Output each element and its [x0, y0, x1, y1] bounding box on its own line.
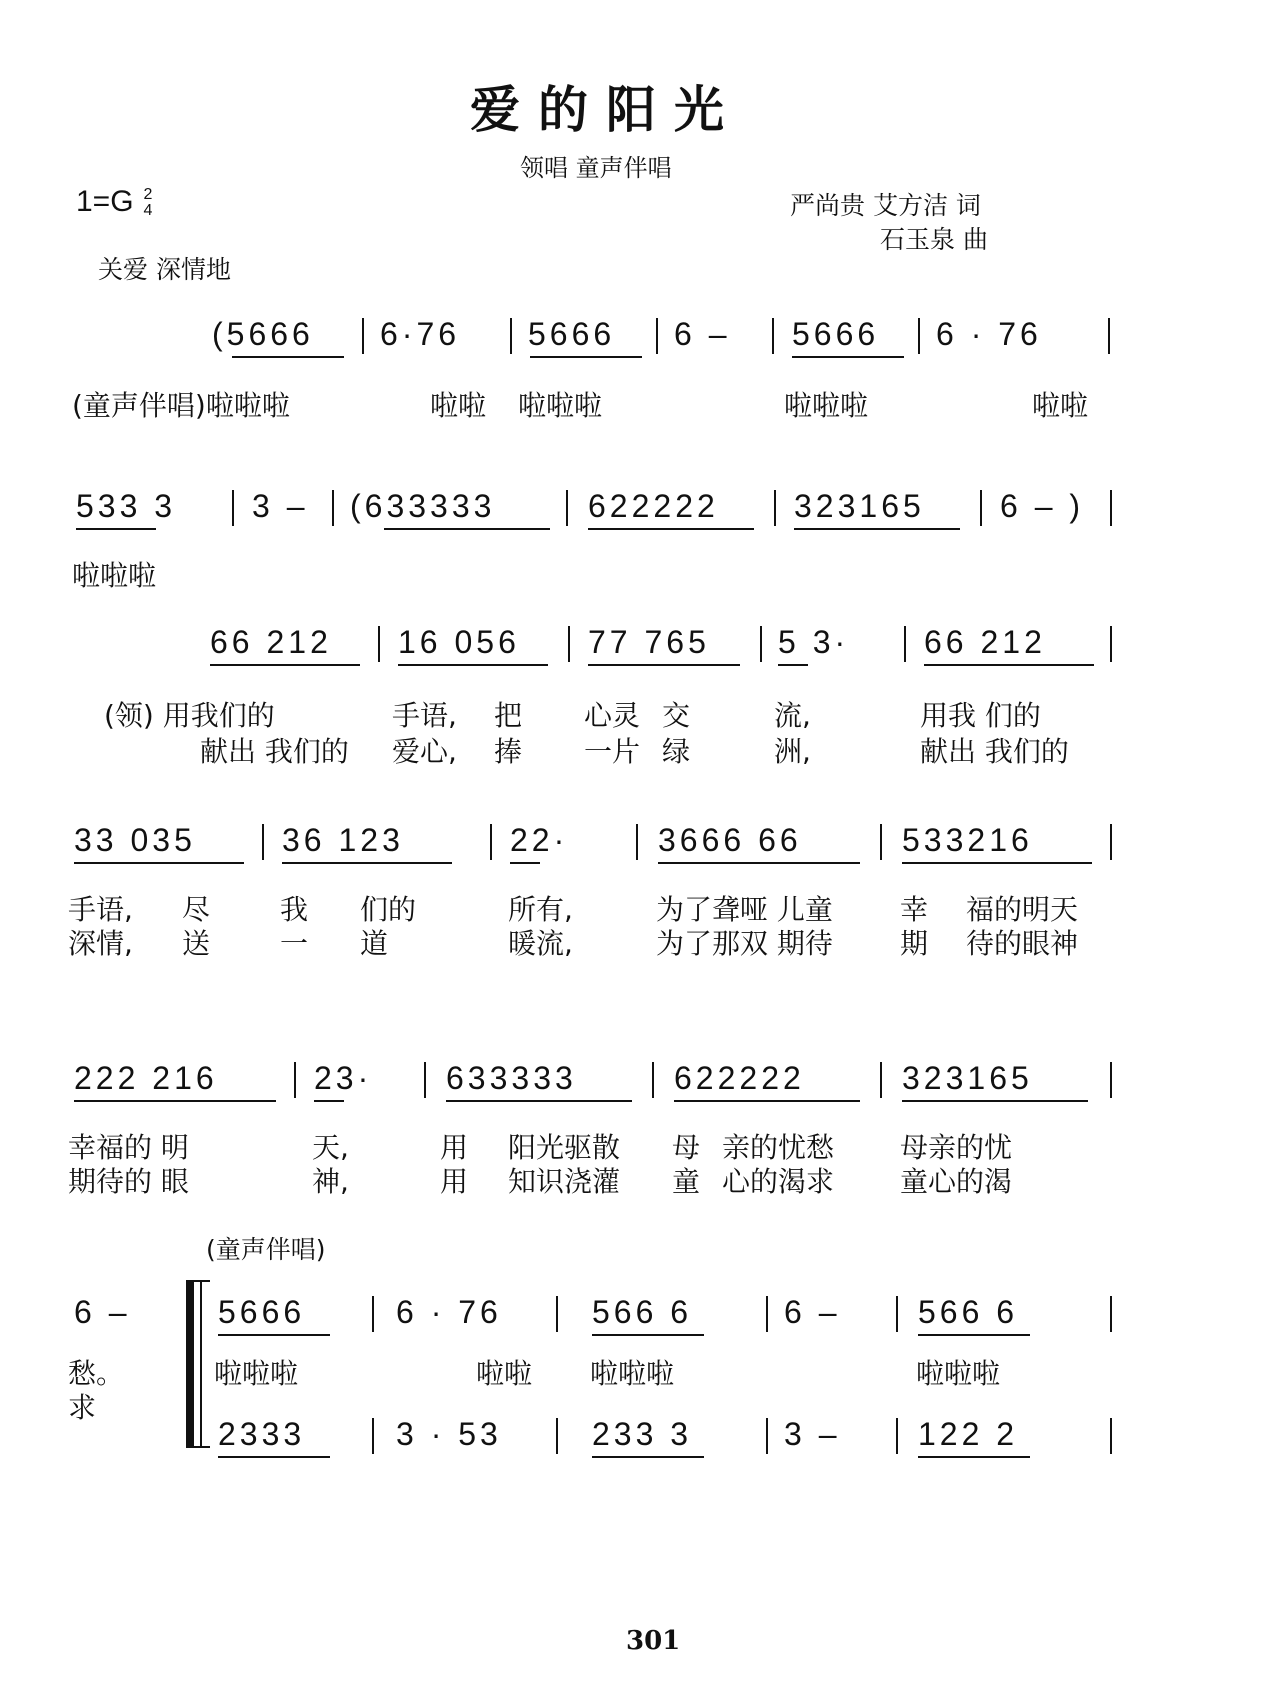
note-group: 3 – [784, 1416, 841, 1452]
lyric: 童心的渴 [900, 1165, 1013, 1198]
lyric: 献出 我们的 [200, 735, 349, 768]
subtitle: 领唱 童声伴唱 [520, 154, 672, 182]
barline [896, 1418, 898, 1454]
barline [880, 824, 882, 860]
barline [772, 318, 774, 354]
lyric: 心灵 [584, 699, 641, 732]
barline [372, 1296, 374, 1332]
lyric: 深情, [68, 927, 133, 960]
barline [1110, 626, 1112, 662]
barline [880, 1062, 882, 1098]
note-group: 6 – [74, 1294, 131, 1330]
lyric: 送 [182, 927, 211, 960]
note-group: 5666 [792, 316, 880, 352]
beam [398, 664, 548, 666]
note-group: 222 216 [74, 1060, 218, 1096]
note-group: 566 6 [592, 1294, 693, 1330]
beam [314, 1100, 344, 1102]
note-group: 23· [314, 1060, 373, 1096]
system-bracket [186, 1282, 194, 1448]
composer: 石玉泉 曲 [880, 225, 988, 254]
note-group: 5 3· [778, 624, 850, 660]
lyric: (童声伴唱)啦啦啦 [72, 389, 290, 422]
note-group: 22· [510, 822, 569, 858]
beam [902, 1100, 1088, 1102]
barline [1110, 490, 1112, 526]
lyric: 啦啦啦 [590, 1357, 675, 1390]
lyric: 道 [360, 927, 389, 960]
lyric: 母亲的忧 [900, 1131, 1013, 1164]
lyric: 待的眼神 [966, 927, 1079, 960]
note-group: 622222 [588, 488, 719, 524]
lyric: 啦啦啦 [916, 1357, 1001, 1390]
lyric: 暖流, [508, 927, 573, 960]
note-group: 323165 [902, 1060, 1033, 1096]
note-group: 5666 [528, 316, 616, 352]
lyric: 啦啦啦 [518, 389, 603, 422]
barline [332, 490, 334, 526]
lyric: 为了那双 期待 [656, 927, 833, 960]
lyric: 神, [312, 1165, 349, 1198]
key-signature [76, 185, 152, 219]
lyric: 幸福的 明 [68, 1131, 189, 1164]
note-group: 66 212 [210, 624, 332, 660]
barline [490, 824, 492, 860]
note-group: (5666 [212, 316, 314, 352]
lyric: 我 [280, 893, 309, 926]
beam [592, 1334, 704, 1336]
lyric: 尽 [182, 893, 211, 926]
lyric: 献出 我们的 [920, 735, 1069, 768]
lyric: 用我 们的 [920, 699, 1041, 732]
beam [778, 664, 808, 666]
note-group: 533 3 [76, 488, 177, 524]
note-group: 6 – [674, 316, 731, 352]
note-group: 2333 [218, 1416, 306, 1452]
barline [918, 318, 920, 354]
lyric: 期 [900, 927, 929, 960]
barline [656, 318, 658, 354]
barline [766, 1296, 768, 1332]
system-line [200, 1282, 202, 1448]
key-label: 1=G [76, 185, 134, 218]
lyric: 知识浇灌 [508, 1165, 621, 1198]
lyric: 愁。 [68, 1357, 125, 1390]
page-title: 爱的阳光 [470, 80, 742, 139]
beam [218, 1456, 330, 1458]
lyric: 啦啦啦 [214, 1357, 299, 1390]
barline [1110, 1418, 1112, 1454]
beam [210, 664, 360, 666]
note-group: 233 3 [592, 1416, 693, 1452]
barline [424, 1062, 426, 1098]
beam [446, 1100, 632, 1102]
beam [658, 862, 860, 864]
bracket-top [186, 1280, 210, 1282]
barline [556, 1418, 558, 1454]
note-group: 6 · 76 [936, 316, 1042, 352]
lyric: 啦啦 [476, 1357, 533, 1390]
note-group: 3 · 53 [396, 1416, 502, 1452]
barline [378, 626, 380, 662]
lyric: 亲的忧愁 [722, 1131, 835, 1164]
barline [1110, 1062, 1112, 1098]
lyric: 啦啦啦 [784, 389, 869, 422]
barline [362, 318, 364, 354]
beam [530, 356, 642, 358]
barline [262, 824, 264, 860]
note-group: 3666 66 [658, 822, 802, 858]
time-bottom: 4 [143, 202, 153, 220]
lyric: 啦啦 [430, 389, 487, 422]
beam [232, 356, 344, 358]
note-group: 122 2 [918, 1416, 1019, 1452]
barline [636, 824, 638, 860]
lyric: 天, [312, 1131, 349, 1164]
lyric: 童 [672, 1165, 701, 1198]
lyric: 用 [440, 1131, 469, 1164]
beam [902, 862, 1092, 864]
lyric: 啦啦啦 [72, 559, 157, 592]
beam [588, 664, 740, 666]
beam [588, 528, 754, 530]
note-group: 6 – ) [1000, 488, 1085, 524]
lyric: 流, [774, 699, 811, 732]
lyric: 绿 [662, 735, 691, 768]
lyric: 为了聋哑 儿童 [656, 893, 833, 926]
barline [556, 1296, 558, 1332]
lyric: 手语, [392, 699, 457, 732]
lyric: 一 [280, 927, 309, 960]
expression-mark: 关爱 深情地 [98, 255, 231, 284]
barline [1108, 318, 1110, 354]
lyric: 母 [672, 1131, 701, 1164]
note-group: 323165 [794, 488, 925, 524]
part-label: (童声伴唱) [206, 1235, 326, 1264]
lyric: 洲, [774, 735, 811, 768]
barline [774, 490, 776, 526]
page-number: 301 [626, 1626, 681, 1656]
beam [674, 1100, 860, 1102]
lyric: 交 [662, 699, 691, 732]
beam [74, 862, 244, 864]
lyric: 们的 [360, 893, 417, 926]
lyric: 手语, [68, 893, 133, 926]
time-top: 2 [143, 186, 153, 204]
note-group: 66 212 [924, 624, 1046, 660]
lyric: (领) 用我们的 [104, 699, 275, 732]
barline [980, 490, 982, 526]
beam [510, 862, 540, 864]
barline [568, 626, 570, 662]
lyric: 求 [68, 1391, 97, 1424]
note-group: 622222 [674, 1060, 805, 1096]
barline [372, 1418, 374, 1454]
note-group: 5666 [218, 1294, 306, 1330]
barline [232, 490, 234, 526]
barline [896, 1296, 898, 1332]
beam [282, 862, 452, 864]
note-group: (633333 [350, 488, 496, 524]
note-group: 16 056 [398, 624, 520, 660]
note-group: 6 – [784, 1294, 841, 1330]
lyric: 捧 [494, 735, 523, 768]
note-group: 33 035 [74, 822, 196, 858]
lyric: 所有, [508, 893, 573, 926]
barline [294, 1062, 296, 1098]
beam [218, 1334, 330, 1336]
lyric: 爱心, [392, 735, 457, 768]
barline [510, 318, 512, 354]
beam [918, 1334, 1030, 1336]
barline [566, 490, 568, 526]
beam [924, 664, 1094, 666]
note-group: 6·76 [380, 316, 461, 352]
barline [904, 626, 906, 662]
note-group: 36 123 [282, 822, 404, 858]
beam [918, 1456, 1030, 1458]
barline [1110, 824, 1112, 860]
note-group: 566 6 [918, 1294, 1019, 1330]
bracket-bottom [186, 1446, 210, 1448]
barline [652, 1062, 654, 1098]
note-group: 77 765 [588, 624, 710, 660]
lyric: 一片 [584, 735, 641, 768]
note-group: 533216 [902, 822, 1033, 858]
beam [792, 356, 904, 358]
beam [794, 528, 960, 530]
lyric: 期待的 眼 [68, 1165, 189, 1198]
barline [1110, 1296, 1112, 1332]
lyric: 阳光驱散 [508, 1131, 621, 1164]
note-group: 3 – [252, 488, 309, 524]
note-group: 633333 [446, 1060, 577, 1096]
time-signature [144, 187, 153, 219]
beam [74, 1100, 276, 1102]
lyric: 幸 [900, 893, 929, 926]
note-group: 6 · 76 [396, 1294, 502, 1330]
lyric: 用 [440, 1165, 469, 1198]
barline [766, 1418, 768, 1454]
barline [760, 626, 762, 662]
beam [76, 528, 156, 530]
lyric: 心的渴求 [722, 1165, 835, 1198]
lyric: 把 [494, 699, 523, 732]
beam [592, 1456, 704, 1458]
lyricist: 严尚贵 艾方洁 词 [790, 191, 981, 220]
beam [384, 528, 550, 530]
lyric: 福的明天 [966, 893, 1079, 926]
lyric: 啦啦 [1032, 389, 1089, 422]
